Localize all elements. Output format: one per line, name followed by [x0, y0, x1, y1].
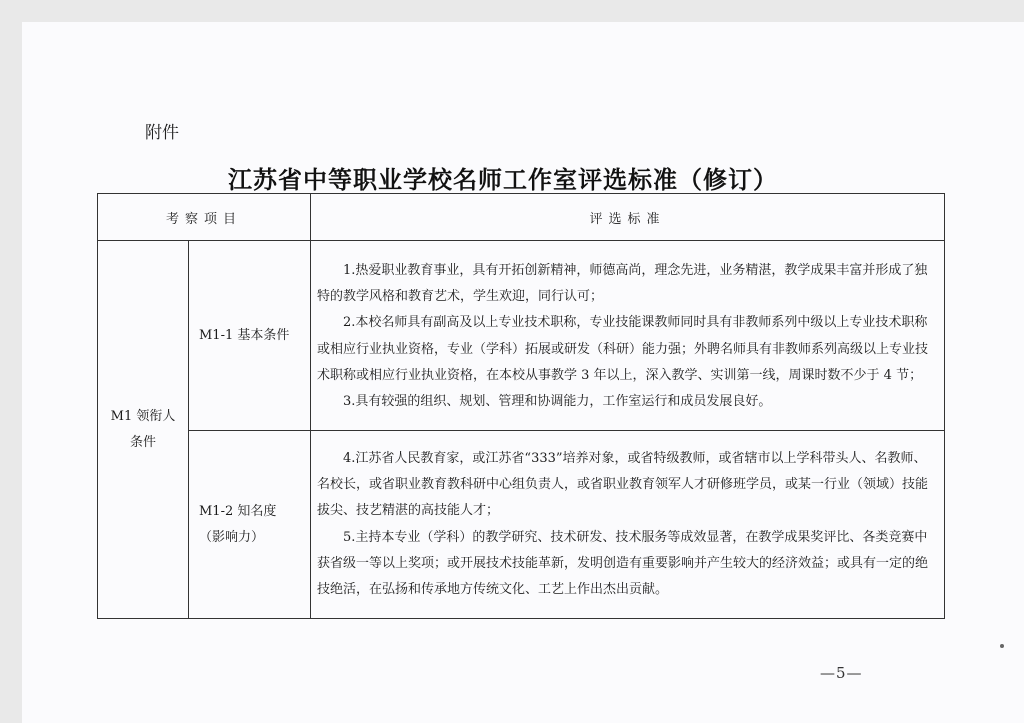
subitem-cell: [189, 241, 311, 431]
criterion-text: 3.具有较强的组织、规划、管理和协调能力，工作室运行和成员发展良好。: [343, 393, 772, 409]
category-label-line2: 条件: [129, 434, 156, 450]
criteria-cell: [311, 241, 945, 431]
subitem-label: M1-2 知名度: [199, 503, 277, 519]
table-row: [98, 241, 945, 431]
header-item-col: 考察项目: [98, 194, 311, 241]
table-row: [98, 431, 945, 619]
subitem-cell: [189, 431, 311, 619]
table-header-row: [98, 194, 945, 241]
criterion-text: 4.江苏省人民教育家，或江苏省“333”培养对象，或省特级教师，或省辖市以上学科带头人、名教师、名校长，或省职业教育教科研中心组负责人，或省职业教育领军人才研修班学员，或某一行业（领域）技能拔尖、技艺精湛的高技能人才；: [317, 450, 929, 519]
document-title: 江苏省中等职业学校名师工作室评选标准（修订）: [228, 165, 778, 194]
scan-speck: [1000, 644, 1004, 648]
subitem-label-line2: （影响力）: [199, 529, 265, 545]
subitem-label: M1-1 基本条件: [199, 327, 290, 343]
criterion-text: 2.本校名师具有副高及以上专业技术职称，专业技能课教师同时具有非教师系列中级以上专业技术职称或相应行业执业资格，专业（学科）拓展或研发（科研）能力强；外聘名师具有非教师系列高级以上专业技术职称或相应行业执业资格，在本校从事教学 3 年以上，深入教学、实训第一线，周课时数不少于 4 节；: [317, 315, 929, 383]
annex-label: 附件: [145, 123, 179, 143]
criteria-cell: [311, 431, 945, 619]
category-label-line1: M1 领衔人: [110, 408, 176, 424]
criteria-table: [97, 193, 945, 619]
header-criteria-col: 评选标准: [311, 194, 945, 241]
criterion-text: 1.热爱职业教育事业，具有开拓创新精神，师德高尚，理念先进，业务精湛，教学成果丰富并形成了独特的教学风格和教育艺术，学生欢迎，同行认可；: [317, 262, 928, 305]
criterion-text: 5.主持本专业（学科）的教学研究、技术研发、技术服务等成效显著，在教学成果奖评比、各类竞赛中获省级一等以上奖项；或开展技术技能革新，发明创造有重要影响并产生较大的经济效益；或具有一定的绝技绝活，在弘扬和传承地方传统文化、工艺上作出杰出贡献。: [317, 529, 929, 597]
page-number: —5—: [820, 664, 863, 682]
category-cell: [98, 241, 189, 619]
